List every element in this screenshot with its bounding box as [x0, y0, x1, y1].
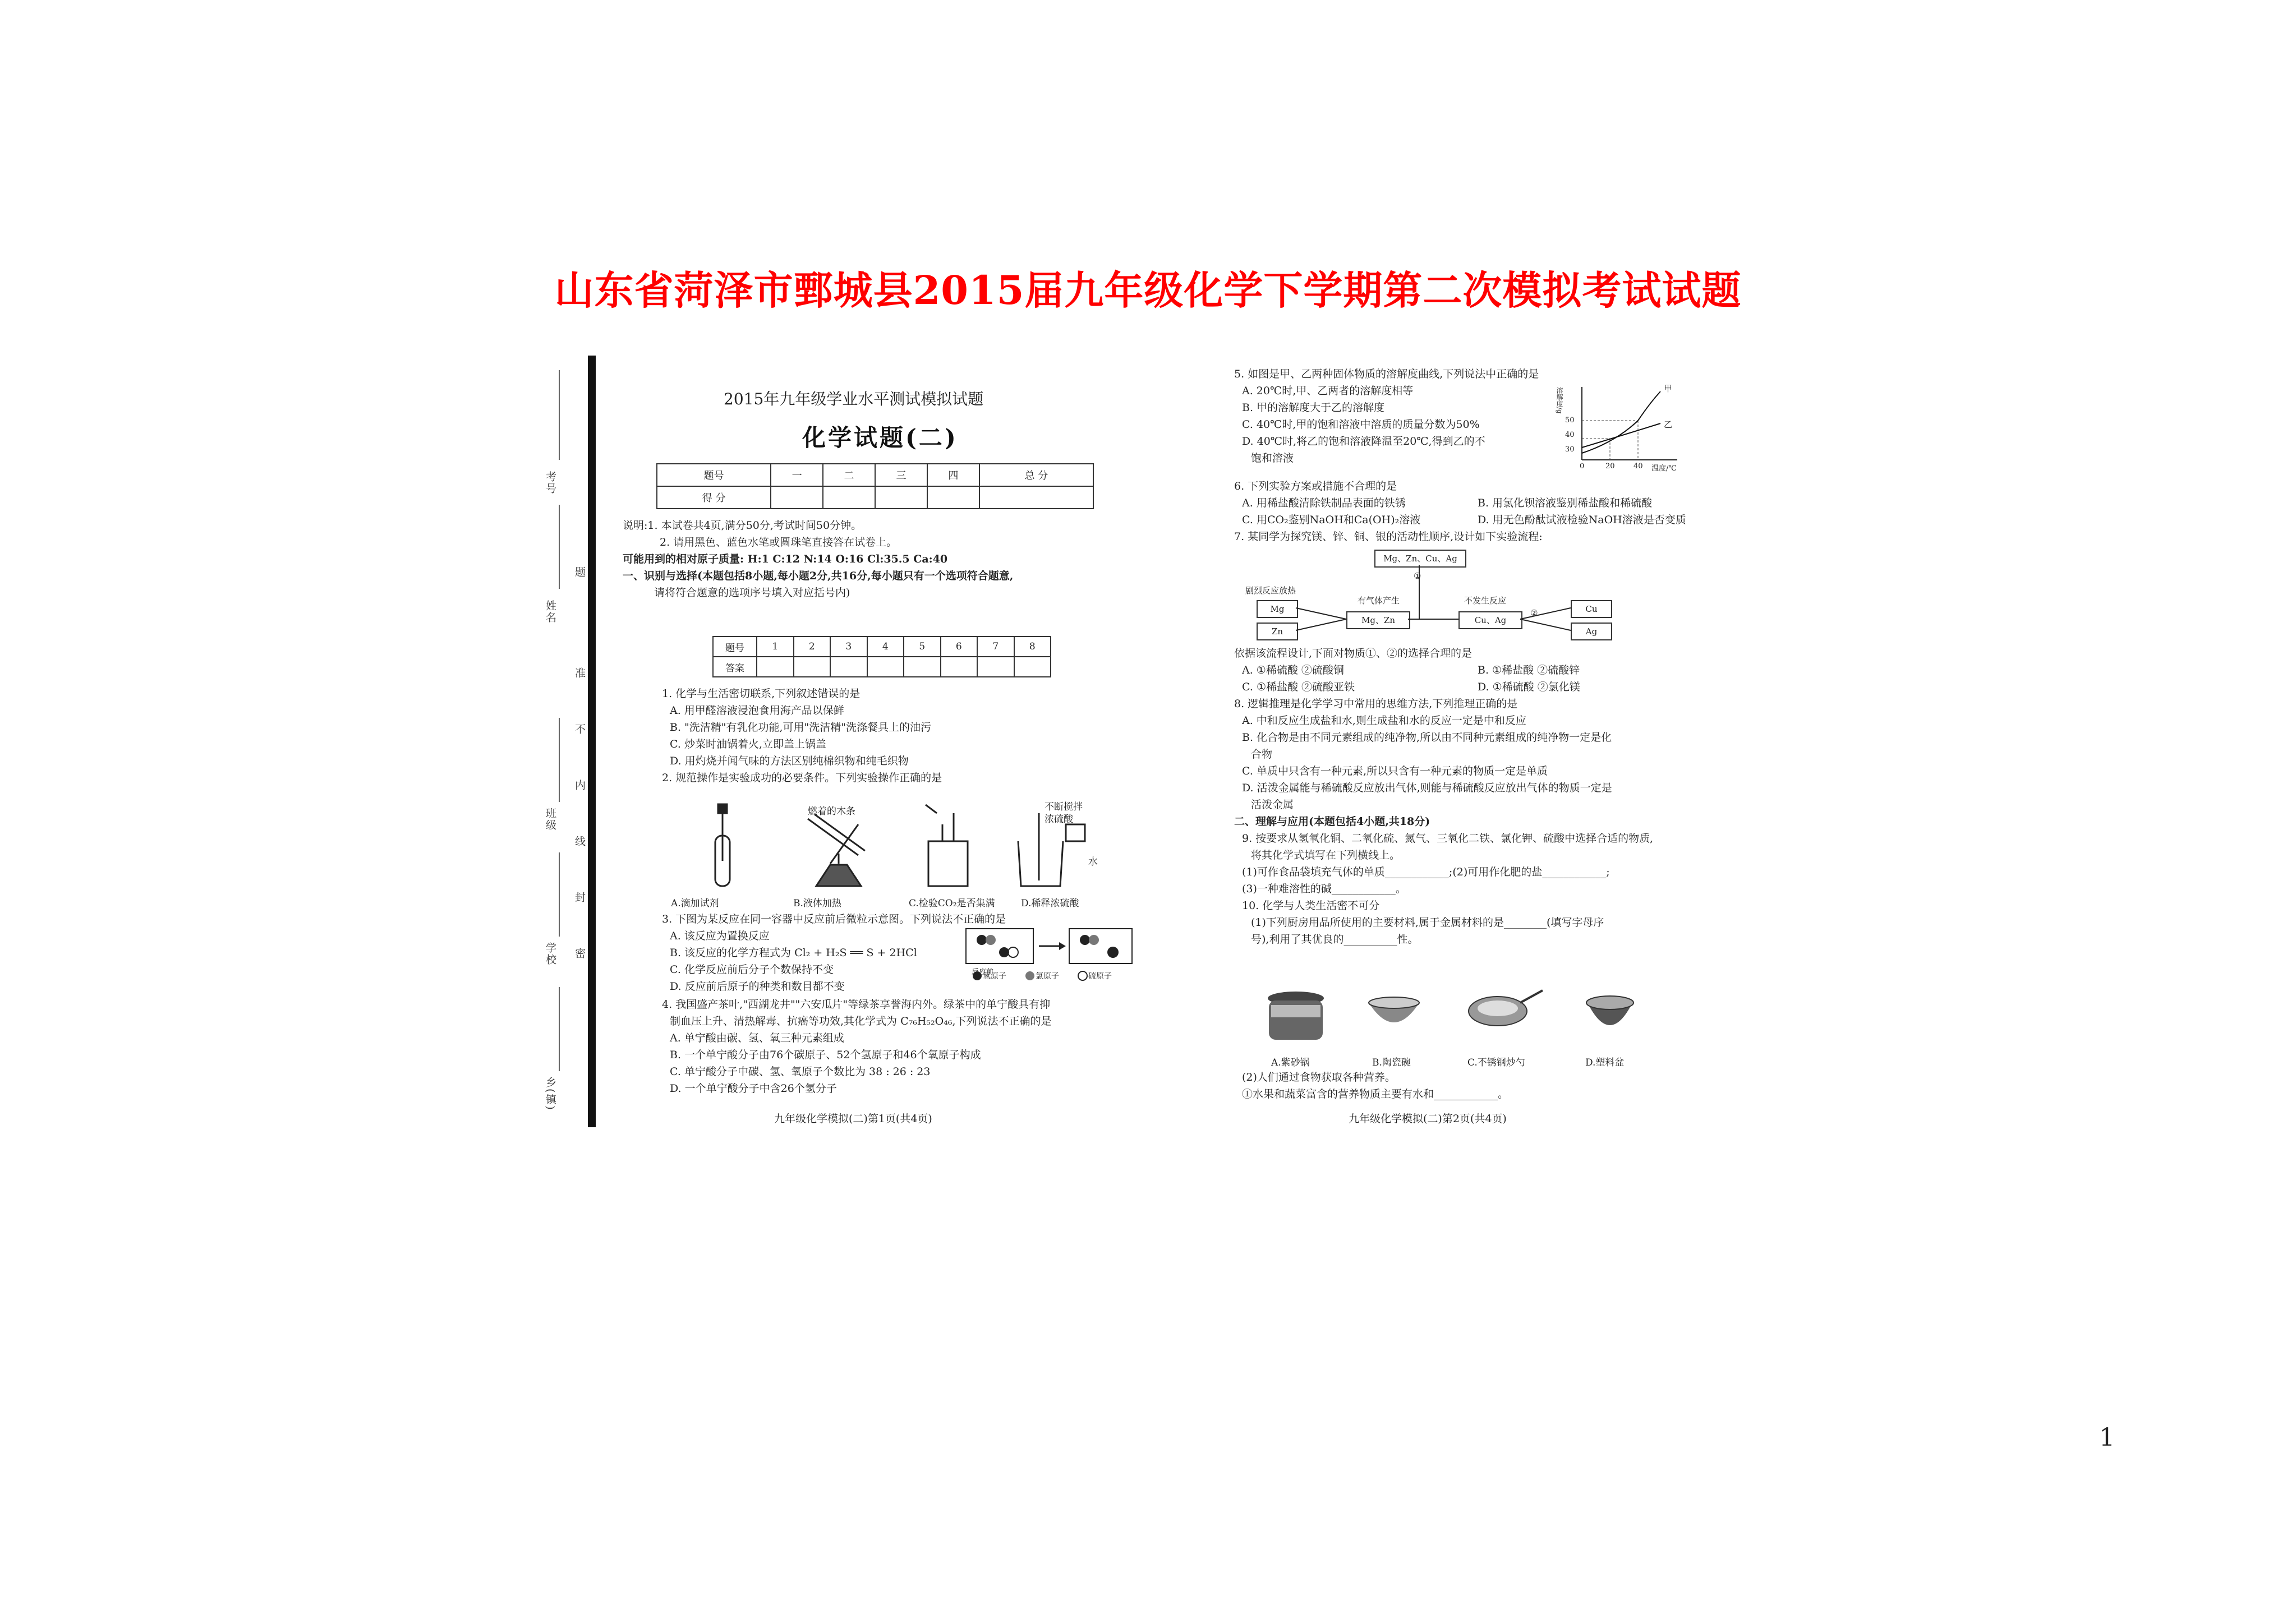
x-axis-label: 温度/℃ [1651, 464, 1677, 473]
q9-line: 将其化学式填写在下列横线上。 [1251, 849, 1401, 861]
question-4 [662, 996, 1052, 1097]
q9-line: (1)可作食品袋填充气体的单质____________;(2)可用作化肥的盐____________; [1242, 866, 1610, 878]
q6-option-a: A. 用稀盐酸清除铁制品表面的铁锈 [1242, 497, 1406, 509]
flow-box-mgzn: Mg、Zn [1346, 611, 1410, 629]
q6-option [1234, 495, 1686, 511]
blank-name [559, 505, 560, 589]
q5-stem: 5. 如图是甲、乙两种固体物质的溶解度曲线,下列说法中正确的是 [1234, 368, 1539, 380]
x-tick: 40 [1634, 462, 1643, 471]
blank-class [559, 718, 560, 802]
q1-option: A. 用甲醛溶液浸泡食用海产品以保鲜 [670, 704, 844, 717]
q2-label-d: D.稀释浓硫酸 [1021, 898, 1079, 909]
section-2-heading: 二、理解与应用(本题包括4小题,共18分) [1234, 815, 1430, 828]
gas-bottle-icon [926, 805, 968, 886]
q7-option-row [1234, 662, 1653, 679]
answer-head: 2 [794, 637, 831, 657]
q3-option: A. 该反应为置换反应 [670, 930, 770, 942]
q1-option: C. 炒菜时油锅着火,立即盖上锅盖 [670, 738, 826, 750]
score-head: 一 [771, 464, 823, 486]
q10-label-a: A.紫砂锅 [1271, 1057, 1310, 1068]
seal-char: 线 [573, 836, 586, 847]
q8-option: B. 化合物是由不同元素组成的纯净物,所以由不同种元素组成的纯净物一定是化 [1242, 731, 1612, 744]
q4-stem: 4. 我国盛产茶叶,"西湖龙井""六安瓜片"等绿茶享誉海内外。绿茶中的单宁酸具有抑 [662, 998, 1051, 1011]
q2-stem: 2. 规范操作是实验成功的必要条件。下列实验操作正确的是 [662, 772, 942, 784]
q2-c-note: 燃着的木条 [808, 806, 855, 817]
answer-head: 1 [757, 637, 794, 657]
note-line: 2. 请用黑色、蓝色水笔或圆珠笔直接答在试卷上。 [660, 536, 898, 548]
clay-pot-icon [1268, 992, 1324, 1040]
left-page-footer: 九年级化学模拟(二)第1页(共4页) [774, 1113, 932, 1125]
q2-label-c: C.检验CO₂是否集满 [909, 898, 995, 909]
score-cell[interactable] [979, 486, 1093, 509]
note-line: 请将符合题意的选项序号填入对应括号内) [654, 587, 850, 599]
score-head: 三 [875, 464, 927, 486]
q8-option: C. 单质中只含有一种元素,所以只含有一种元素的物质一定是单质 [1242, 765, 1548, 777]
q6-stem: 6. 下列实验方案或措施不合理的是 [1234, 480, 1397, 492]
q3-legend-item: 氯原子 [1036, 972, 1059, 981]
y-tick: 50 [1565, 416, 1575, 425]
q5-option: D. 40℃时,将乙的饱和溶液降温至20℃,得到乙的不 [1242, 435, 1485, 448]
field-school: 学校 [544, 942, 556, 966]
field-town: 乡(镇) [544, 1077, 556, 1111]
q10-label-d: D.塑料盆 [1585, 1057, 1625, 1068]
seal-char: 封 [573, 892, 586, 903]
flow-box-all-metals: Mg、Zn、Cu、Ag [1374, 550, 1466, 568]
score-cell[interactable] [927, 486, 979, 509]
question-3 [662, 911, 1006, 995]
flow-box-zn: Zn [1257, 623, 1298, 640]
note-line: 可能用到的相对原子质量: H:1 C:12 N:14 O:16 Cl:35.5 Ca:40 [623, 553, 948, 565]
q2-label-b: B.液体加热 [793, 898, 841, 909]
field-exam-number: 考号 [544, 471, 556, 495]
plastic-basin-icon [1586, 996, 1634, 1025]
q6-option [1234, 511, 1686, 528]
blank-school [559, 852, 560, 937]
q7-option-b: B. ①稀盐酸 ②硫酸锌 [1478, 664, 1580, 676]
page-number: 1 [2099, 1423, 2115, 1452]
q10-more: ①水果和蔬菜富含的营养物质主要有水和____________。 [1242, 1088, 1509, 1100]
seal-char: 准 [573, 667, 586, 679]
question-10-cont [1242, 1069, 1508, 1103]
q3-option: B. 该反应的化学方程式为 Cl₂ + H₂S ══ S + 2HCl [670, 947, 917, 959]
page-title: 山东省菏泽市鄄城县2015届九年级化学下学期第二次模拟考试试题 [554, 267, 1742, 313]
q3-legend-item: 硫原子 [1088, 972, 1112, 981]
flow-box-mg: Mg [1257, 600, 1298, 618]
score-head: 二 [823, 464, 875, 486]
seal-char: 不 [573, 723, 586, 735]
flow-box-ag: Ag [1571, 623, 1612, 640]
q3-option: D. 反应前后原子的种类和数目都不变 [670, 980, 845, 993]
question-6 [1234, 478, 1686, 545]
field-class: 班级 [544, 808, 556, 831]
binding-bar [588, 356, 596, 1127]
blank-exam-number [559, 370, 560, 460]
alcohol-lamp-icon [808, 814, 865, 886]
seal-char: 题 [573, 566, 586, 578]
flow-step1: ① [1414, 571, 1421, 581]
answer-head: 5 [904, 637, 941, 657]
q7-option-a: A. ①稀硫酸 ②硫酸铜 [1242, 664, 1344, 676]
q3-stem: 3. 下图为某反应在同一容器中反应前后微粒示意图。下列说法不正确的是 [662, 913, 1006, 925]
q1-option: B. "洗洁精"有乳化功能,可用"洗洁精"洗涤餐具上的油污 [670, 721, 932, 734]
curve-label-yi: 乙 [1664, 419, 1673, 430]
flow-arrows [1234, 561, 1627, 645]
question-7-options [1234, 645, 1653, 948]
field-name: 姓名 [544, 600, 556, 624]
q10-label-b: B.陶瓷碗 [1372, 1057, 1411, 1068]
answer-cell[interactable] [830, 657, 867, 677]
y-axis-label: 溶解度/g [1556, 387, 1563, 414]
flow-noreact-note: 不发生反应 [1464, 596, 1507, 606]
q5-option: C. 40℃时,甲的饱和溶液中溶质的质量分数为50% [1242, 418, 1480, 431]
score-cell[interactable] [875, 486, 927, 509]
seal-char: 密 [573, 948, 586, 960]
answer-cell[interactable] [941, 657, 978, 677]
answer-head: 4 [867, 637, 904, 657]
q6-option-d: D. 用无色酚酞试液检验NaOH溶液是否变质 [1478, 514, 1686, 526]
q7-option-c: C. ①稀盐酸 ②硫酸亚铁 [1242, 681, 1355, 693]
q8-stem: 8. 逻辑推理是化学学习中常用的思维方法,下列推理正确的是 [1234, 698, 1518, 710]
q2-d-note2: 浓硫酸 [1045, 814, 1073, 825]
answer-head: 题号 [713, 637, 757, 657]
q5-option: A. 20℃时,甲、乙两者的溶解度相等 [1242, 385, 1414, 397]
answer-table [712, 636, 1051, 677]
score-label: 得 分 [657, 486, 771, 509]
q2-label-a: A.滴加试剂 [671, 898, 719, 909]
answer-cell[interactable] [977, 657, 1014, 677]
q7-question: 依据该流程设计,下面对物质①、②的选择合理的是 [1234, 647, 1473, 660]
q10-line: 10. 化学与人类生活密不可分 [1242, 900, 1380, 912]
answer-label: 答案 [713, 657, 757, 677]
flow-box-cuag: Cu、Ag [1458, 611, 1522, 629]
q4-stem: 制血压上升、清热解毒、抗癌等功效,其化学式为 C₇₆H₅₂O₄₆,下列说法不正确的是 [670, 1015, 1052, 1027]
q8-option: D. 活泼金属能与稀硫酸反应放出气体,则能与稀硫酸反应放出气体的物质一定是 [1242, 782, 1612, 794]
q7-option-d: D. ①稀硫酸 ②氯化镁 [1478, 681, 1580, 693]
q1-stem: 1. 化学与生活密切联系,下列叙述错误的是 [662, 688, 861, 700]
answer-cell[interactable] [1014, 657, 1051, 677]
q4-option: B. 一个单宁酸分子由76个碳原子、52个氢原子和46个氧原子构成 [670, 1049, 981, 1061]
q7-stem: 7. 某同学为探究镁、锌、铜、银的活动性顺序,设计如下实验流程: [1234, 531, 1543, 543]
answer-head: 7 [977, 637, 1014, 657]
q5-option: B. 甲的溶解度大于乙的溶解度 [1242, 402, 1385, 414]
score-head: 题号 [657, 464, 771, 486]
steel-ladle-icon [1469, 990, 1543, 1026]
answer-cell[interactable] [757, 657, 794, 677]
q3-option: C. 化学反应前后分子个数保持不变 [670, 963, 834, 976]
q10-kitchenware-figure [1257, 986, 1649, 1053]
curve-yi [1582, 423, 1660, 448]
flow-left-note: 剧烈反应放热 [1245, 585, 1296, 596]
y-tick: 30 [1565, 445, 1575, 454]
exam-header: 2015年九年级学业水平测试模拟试题 [724, 390, 984, 408]
answer-head: 3 [830, 637, 867, 657]
note-line: 一、识别与选择(本题包括8小题,每小题2分,共16分,每小题只有一个选项符合题意, [623, 570, 1014, 582]
answer-head: 6 [941, 637, 978, 657]
score-head: 四 [927, 464, 979, 486]
dropper-test-tube-icon [715, 804, 730, 886]
notes [623, 517, 1013, 601]
q8-option: A. 中和反应生成盐和水,则生成盐和水的反应一定是中和反应 [1242, 714, 1526, 727]
answer-cell[interactable] [867, 657, 904, 677]
q4-option: D. 一个单宁酸分子中含26个氢分子 [670, 1082, 837, 1095]
flow-step2: ② [1530, 608, 1538, 618]
q6-option-b: B. 用氯化钡溶液鉴别稀盐酸和稀硫酸 [1478, 497, 1653, 509]
question-1 [662, 685, 942, 786]
answer-cell[interactable] [904, 657, 941, 677]
q7-option-row [1234, 679, 1653, 695]
score-cell[interactable] [823, 486, 875, 509]
right-page-footer: 九年级化学模拟(二)第2页(共4页) [1349, 1113, 1507, 1125]
flow-gas-note: 有气体产生 [1358, 596, 1400, 606]
y-tick: 40 [1565, 431, 1575, 439]
q2-d-note1: 不断搅拌 [1045, 801, 1083, 813]
q10-line: 号),利用了其优良的__________性。 [1251, 933, 1419, 946]
q4-option: C. 单宁酸分子中碳、氢、氧原子个数比为 38 : 26 : 23 [670, 1066, 931, 1078]
q10-more: (2)人们通过食物获取各种营养。 [1242, 1071, 1396, 1083]
question-5 [1234, 366, 1539, 467]
q3-legend-note: 反应前 [972, 968, 994, 976]
ceramic-bowl-icon [1369, 997, 1419, 1022]
answer-head: 8 [1014, 637, 1051, 657]
answer-cell[interactable] [794, 657, 831, 677]
score-head: 总 分 [979, 464, 1093, 486]
q10-label-c: C.不锈钢炒勺 [1467, 1057, 1525, 1068]
exam-subject: 化学试题(二) [802, 424, 958, 451]
seal-char: 内 [573, 780, 586, 791]
x-tick: 0 [1580, 462, 1585, 471]
q10-line: (1)下列厨房用品所使用的主要材料,属于金属材料的是________(填写字母序 [1251, 916, 1604, 929]
q8-option: 活泼金属 [1251, 799, 1294, 811]
flow-box-cu: Cu [1571, 600, 1612, 618]
curve-label-jia: 甲 [1664, 384, 1673, 394]
q6-option-c: C. 用CO₂鉴别NaOH和Ca(OH)₂溶液 [1242, 514, 1421, 526]
x-tick: 20 [1605, 462, 1615, 471]
q4-option: A. 单宁酸由碳、氢、氧三种元素组成 [670, 1032, 844, 1044]
q8-option: 合物 [1251, 748, 1273, 760]
score-table [656, 463, 1094, 509]
blank-town [559, 987, 560, 1071]
score-cell[interactable] [771, 486, 823, 509]
q9-line: (3)一种难溶性的碱____________。 [1242, 883, 1406, 895]
q2-apparatus-figure [662, 802, 1088, 892]
q1-option: D. 用灼烧并闻气味的方法区别纯棉织物和纯毛织物 [670, 755, 909, 767]
q2-d-note3: 水 [1088, 856, 1098, 868]
q3-legend-item: 氢原子 [983, 972, 1006, 981]
note-line: 说明:1. 本试卷共4页,满分50分,考试时间50分钟。 [623, 519, 862, 532]
q9-line: 9. 按要求从氢氧化铜、二氧化硫、氮气、三氧化二铁、氯化钾、硫酸中选择合适的物质, [1242, 832, 1654, 845]
q5-option: 饱和溶液 [1251, 452, 1294, 464]
